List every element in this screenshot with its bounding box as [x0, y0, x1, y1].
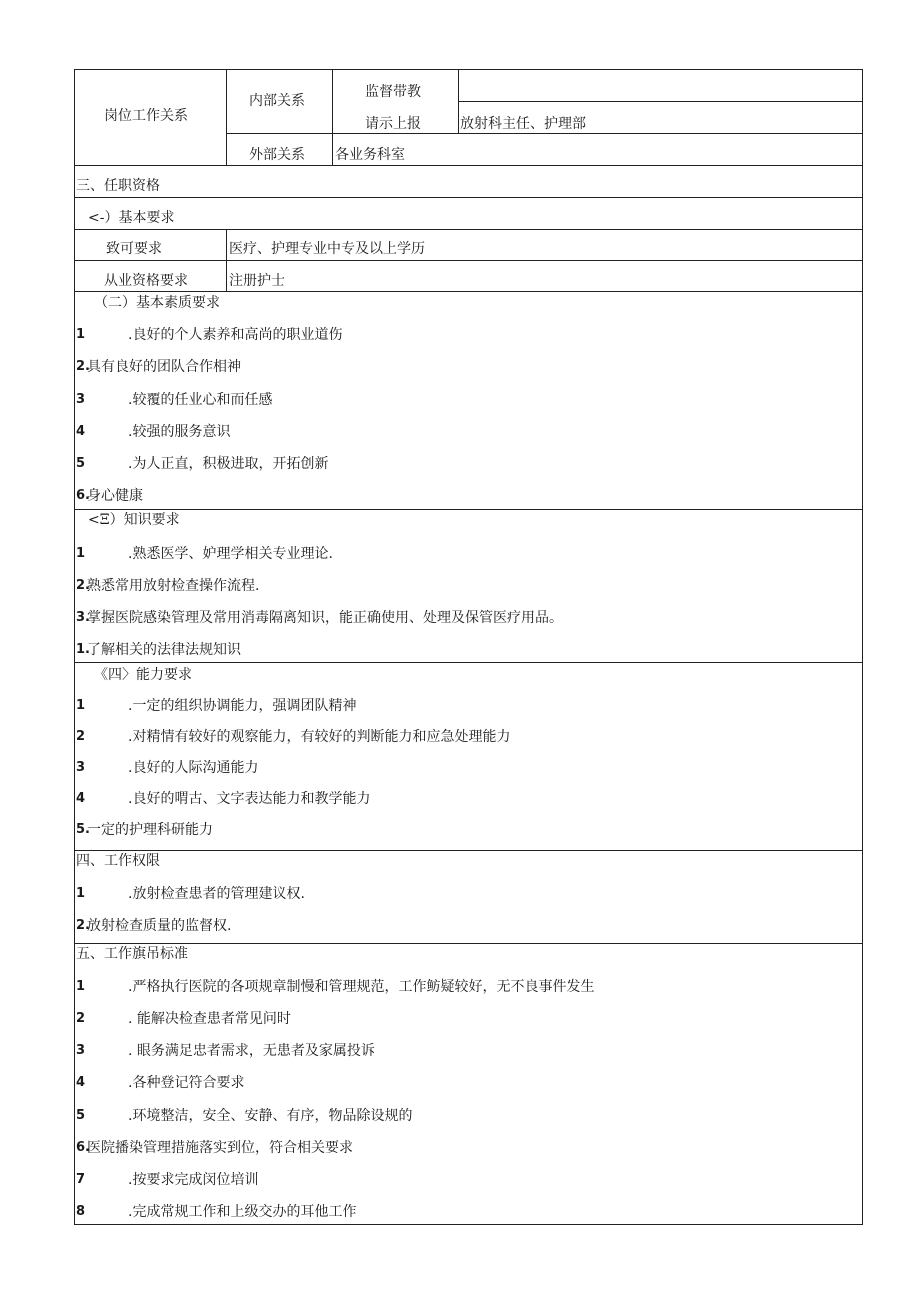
ability-heading: 《四〉能力要求: [94, 667, 192, 683]
list-item: .一定的组织协调能力，强调团队精神: [128, 698, 357, 714]
rule-authority-bottom: [74, 943, 863, 944]
list-item-number: 4: [76, 1075, 86, 1090]
rule-relations-bottom: [74, 165, 863, 166]
license-value: 注册护士: [229, 273, 285, 289]
external-relations-value: 各业务科室: [335, 147, 405, 163]
list-item: 放射检查质量的监督权.: [87, 918, 232, 934]
list-item: .放射检查患者的管理建议权.: [128, 886, 305, 902]
list-item-number: 1: [76, 327, 86, 342]
list-item-number: 2.: [76, 359, 90, 374]
rule-internal-bottom: [226, 133, 863, 134]
supervise-label: 监督带教: [365, 84, 421, 100]
job-description-table: [74, 69, 863, 1225]
education-label: 致可要求: [106, 241, 162, 257]
list-item-number: 5.: [76, 822, 90, 837]
rule-col1-basic: [226, 229, 227, 291]
list-item-number: 1: [76, 979, 86, 994]
list-item: .良好的喟古、文字表达能力和教学能力: [128, 791, 371, 807]
list-item-number: 6.: [76, 488, 90, 503]
knowledge-heading: <Ξ）知识要求: [88, 512, 180, 528]
rule-col2: [332, 69, 333, 165]
standards-heading: 五、工作旗吊标准: [76, 946, 188, 962]
rule-quality-bottom: [74, 509, 863, 510]
list-item-number: 4: [76, 424, 86, 439]
rule-col1: [226, 69, 227, 165]
list-item: .为人正直，积极进取，开拓创新: [128, 456, 329, 472]
list-item-number: 8: [76, 1204, 86, 1219]
rule-top: [74, 69, 863, 70]
rule-col3: [458, 69, 459, 133]
relations-label: 岗位工作关系: [104, 108, 188, 124]
basic-requirements-heading: <-）基本要求: [88, 210, 175, 226]
list-item: .良好的人际沟通能力: [128, 760, 259, 776]
list-item: 一定的护理科研能力: [87, 822, 213, 838]
rule-qual-heading-bottom: [74, 197, 863, 198]
authority-heading: 四、工作权限: [76, 853, 160, 869]
license-label: 从业资格要求: [104, 273, 188, 289]
internal-relations-label: 内部关系: [249, 93, 305, 109]
list-item-number: 1: [76, 886, 86, 901]
report-value: 放射科主任、护理部: [460, 116, 586, 132]
list-item-number: 2: [76, 1011, 86, 1026]
rule-ability-bottom: [74, 850, 863, 851]
list-item-number: 4: [76, 791, 86, 806]
list-item: .对精情有较好的观察能力，有较好的判断能力和应急处理能力: [128, 729, 511, 745]
rule-left: [74, 69, 75, 1225]
rule-supervise-bottom: [458, 101, 863, 102]
qualifications-heading: 三、任职资格: [76, 178, 160, 194]
list-item-number: 7: [76, 1172, 86, 1187]
list-item: 具有良好的团队合作相神: [87, 359, 241, 375]
list-item-number: 5: [76, 456, 86, 471]
quality-heading: （二）基本素质要求: [94, 295, 220, 311]
list-item-number: 3.: [76, 610, 90, 625]
list-item: 熟悉常用放射检查操作流程.: [87, 578, 260, 594]
list-item-number: 1.: [76, 642, 90, 657]
list-item: 医院播染管理措施落实到位，符合相关要求: [87, 1140, 353, 1156]
education-value: 医疗、护理专业中专及以上学历: [229, 241, 425, 257]
list-item: .按要求完成闵位培训: [128, 1172, 259, 1188]
list-item-number: 2.: [76, 578, 90, 593]
report-label: 请示上报: [365, 116, 421, 132]
list-item-number: 3: [76, 1043, 86, 1058]
list-item-number: 3: [76, 392, 86, 407]
external-relations-label: 外部关系: [249, 147, 305, 163]
rule-basic-heading-bottom: [74, 229, 863, 230]
list-item: .较强的服务意识: [128, 424, 231, 440]
list-item: .各种登记符合要求: [128, 1075, 245, 1091]
list-item: .熟悉医学、妒理学相关专业理论.: [128, 546, 333, 562]
rule-education-bottom: [74, 260, 863, 261]
list-item: .环境整洁，安全、安静、有序，物品除设规的: [128, 1108, 413, 1124]
list-item: 掌握医院感染管理及常用消毒隔离知识，能正确使用、处理及保管医疗用品。: [87, 610, 563, 626]
rule-bottom: [74, 1224, 863, 1225]
list-item: .较覆的任业心和而任感: [128, 392, 273, 408]
rule-right: [862, 69, 863, 1225]
list-item-number: 5: [76, 1108, 86, 1123]
rule-license-bottom: [74, 291, 863, 292]
list-item: 身心健康: [87, 488, 143, 504]
list-item: . 眼务满足忠者需求，无患者及家属投诉: [128, 1043, 375, 1059]
list-item-number: 1: [76, 698, 86, 713]
list-item-number: 2.: [76, 918, 90, 933]
list-item-number: 3: [76, 760, 86, 775]
rule-knowledge-bottom: [74, 662, 863, 663]
list-item-number: 6.: [76, 1140, 90, 1155]
list-item: .良好的个人素养和高尚的职业道伤: [128, 327, 343, 343]
list-item-number: 1: [76, 546, 86, 561]
list-item: . 能解决检查患者常见问时: [128, 1011, 291, 1027]
list-item: .完成常规工作和上级交办的耳他工作: [128, 1204, 357, 1220]
list-item: .严格执行医院的各项规章制慢和管理规范，工作鲂疑较好，无不良事件发生: [128, 979, 595, 995]
list-item-number: 2: [76, 729, 86, 744]
list-item: 了解相关的法律法规知识: [87, 642, 241, 658]
